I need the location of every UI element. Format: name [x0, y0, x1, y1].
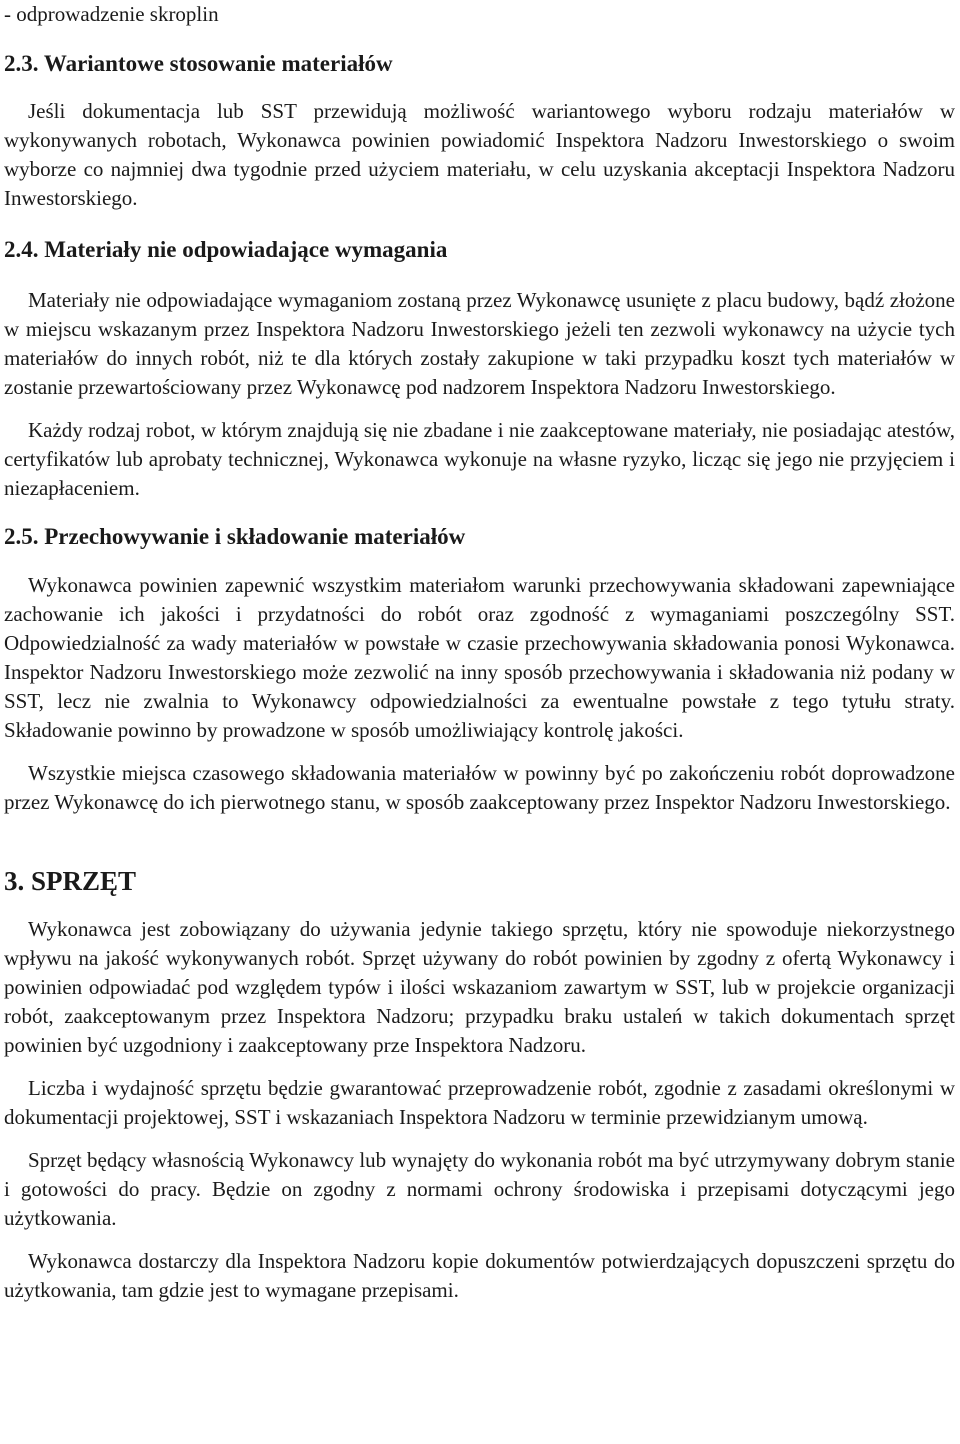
section-heading-2-5: 2.5. Przechowywanie i składowanie materiałów: [4, 524, 466, 549]
paragraph: Wykonawca powinien zapewnić wszystkim materiałom warunki przechowywania składowani zapewniające zachowanie ich jakości i przydatności do robót oraz zgodność z wymaganiami poszczególny SST. Odpowiedzialność za wady materiałów w powstałe w czasie przechowywania składowania ponosi Wykonawca. Inspektor Nadzoru Inwestorskiego może zezwolić na inny sposób przechowywania i składowania niż podany w SST, lecz nie zwalnia to Wykonawcy odpowiedzialności za ewentualne powstałe z tego tytułu straty. Składowanie powinno by prowadzone w sposób umożliwiający kontrolę jakości.: [4, 573, 955, 742]
paragraph: Sprzęt będący własnością Wykonawcy lub wynajęty do wykonania robót ma być utrzymywany dobrym stanie i gotowości do pracy. Będzie on zgodny z normami ochrony środowiska i przepisami dotyczącymi jego użytkowania.: [4, 1148, 955, 1230]
section-heading-2-4: 2.4. Materiały nie odpowiadające wymagania: [4, 237, 448, 262]
paragraph: Wykonawca jest zobowiązany do używania jedynie takiego sprzętu, który nie spowoduje niekorzystnego wpływu na jakość wykonywanych robót. Sprzęt używany do robót powinien by zgodny z ofertą Wykonawcy i powinien odpowiadać pod względem typów i ilości wskazaniom zawartym w SST, lub w projekcie organizacji robót, zaakceptowanym przez Inspektora Nadzoru; przypadku braku ustaleń w takich dokumentach sprzęt powinien być uzgodniony i zaakceptowany prze Inspektora Nadzoru.: [4, 917, 955, 1057]
chapter-heading-3: 3. SPRZĘT: [4, 866, 137, 896]
list-item-skroplin: - odprowadzenie skroplin: [4, 2, 219, 26]
section-heading-2-3: 2.3. Wariantowe stosowanie materiałów: [4, 51, 393, 76]
paragraph: Wszystkie miejsca czasowego składowania materiałów w powinny być po zakończeniu robót doprowadzone przez Wykonawcę do ich pierwotnego stanu, w sposób zaakceptowany przez Inspektor Nadzoru Inwestorskiego.: [4, 761, 955, 814]
paragraph: Materiały nie odpowiadające wymaganiom zostaną przez Wykonawcę usunięte z placu budowy, bądź złożone w miejscu wskazanym przez Inspektora Nadzoru Inwestorskiego jeżeli ten zezwoli wykonawcy na użycie tych materiałów do innych robót, niż te dla których zostały zakupione w taki przypadku koszt tych materiałów w zostanie przewartościowany przez Wykonawcę pod nadzorem Inspektora Nadzoru Inwestorskiego.: [4, 288, 955, 399]
document-page: [4, 0, 955, 1305]
paragraph: Jeśli dokumentacja lub SST przewidują możliwość wariantowego wyboru rodzaju materiałów w wykonywanych robotach, Wykonawca powinien powiadomić Inspektora Nadzoru Inwestorskiego o swoim wyborze co najmniej dwa tygodnie przed użyciem materiału, w celu uzyskania akceptacji Inspektora Nadzoru Inwestorskiego.: [4, 99, 955, 210]
paragraph: Każdy rodzaj robot, w którym znajdują się nie zbadane i nie zaakceptowane materiały, nie posiadając atestów, certyfikatów lub aprobaty technicznej, Wykonawca wykonuje na własne ryzyko, licząc się jego nie przyjęciem i niezapłaceniem.: [4, 418, 955, 500]
paragraph: Wykonawca dostarczy dla Inspektora Nadzoru kopie dokumentów potwierdzających dopuszczeni sprzętu do użytkowania, tam gdzie jest to wymagane przepisami.: [4, 1249, 955, 1302]
paragraph: Liczba i wydajność sprzętu będzie gwarantować przeprowadzenie robót, zgodnie z zasadami określonymi w dokumentacji projektowej, SST i wskazaniach Inspektora Nadzoru w terminie przewidzianym umową.: [4, 1076, 955, 1129]
